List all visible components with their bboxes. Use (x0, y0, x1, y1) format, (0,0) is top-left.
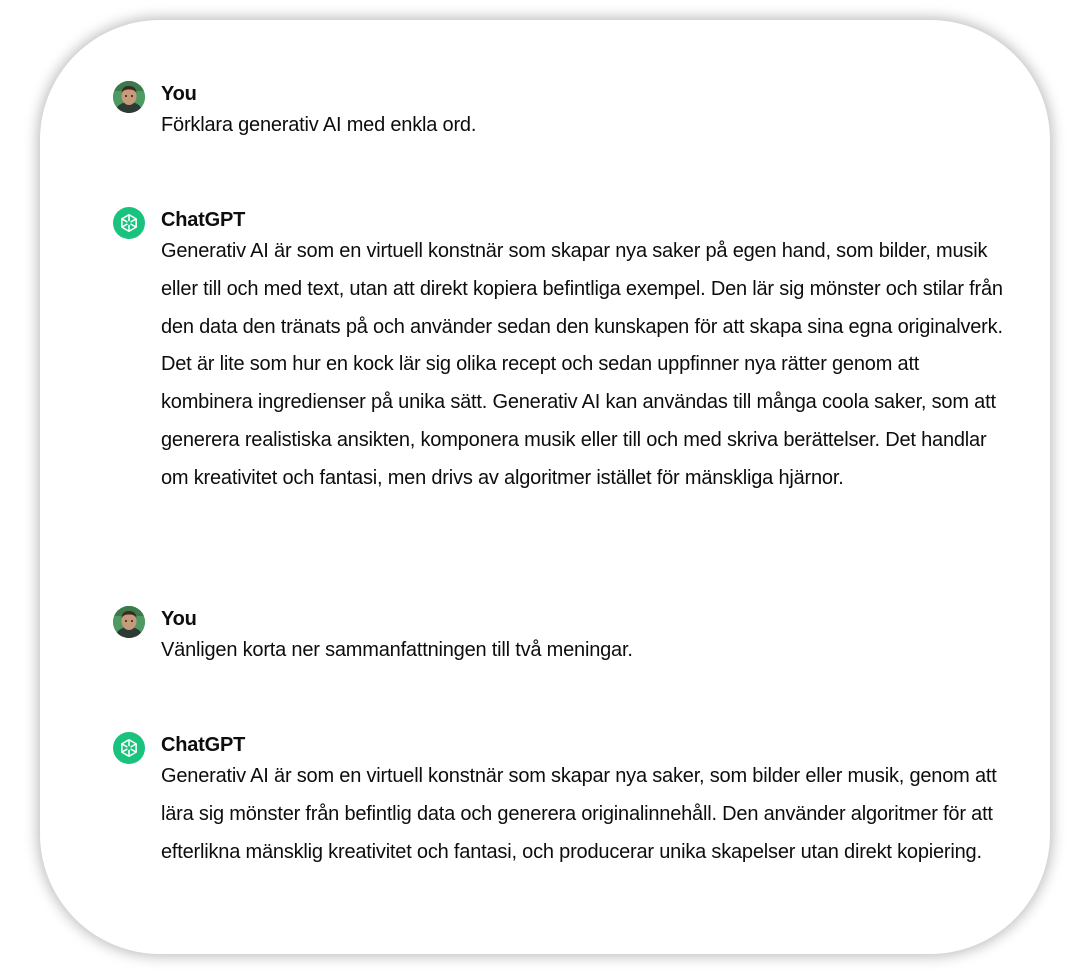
sender-name: You (161, 83, 197, 105)
message-text: Förklara generativ AI med enkla ord. (161, 114, 477, 136)
sender-name: ChatGPT (161, 734, 246, 756)
message-text: Generativ AI är som en virtuell konstnär som skapar nya saker, som bilder eller musik, genom att lära sig mönster från befintlig data och generera originalinnehåll. Den använder algoritmer för att efterlikna mänsklig kreativitet och fantasi, och producerar unika skapelser utan direkt kopiering. (161, 765, 997, 863)
message-text: Generativ AI är som en virtuell konstnär som skapar nya saker på egen hand, som bilder, musik eller till och med text, utan att direkt kopiera befintliga exempel. Den lär sig mönster och stilar från den data den tränats på och använder sedan den kunskapen för att skapa sina egna originalverk. Det är lite som hur en kock lär sig olika recept och sedan uppfinner nya rätter genom att kombinera ingredienser på unika sätt. Generativ AI kan användas till många coola saker, som att generera realistiska ansikten, komponera musik eller till och med skriva berättelser. Det handlar om kreativitet och fantasi, men drivs av algoritmer istället för mänskliga hjärnor. (161, 240, 1003, 489)
sender-name: ChatGPT (161, 209, 246, 231)
sender-name: You (161, 608, 197, 630)
user-photo-icon (113, 606, 145, 638)
user-photo-icon (113, 81, 145, 113)
message-text: Vänligen korta ner sammanfattningen till två meningar. (161, 639, 633, 661)
assistant-message (113, 732, 1023, 922)
user-message (113, 81, 1023, 141)
assistant-message (113, 207, 1023, 547)
user-message (113, 606, 1023, 666)
openai-logo-icon (113, 207, 145, 239)
openai-logo-icon (113, 732, 145, 764)
chat-card (40, 20, 1050, 954)
